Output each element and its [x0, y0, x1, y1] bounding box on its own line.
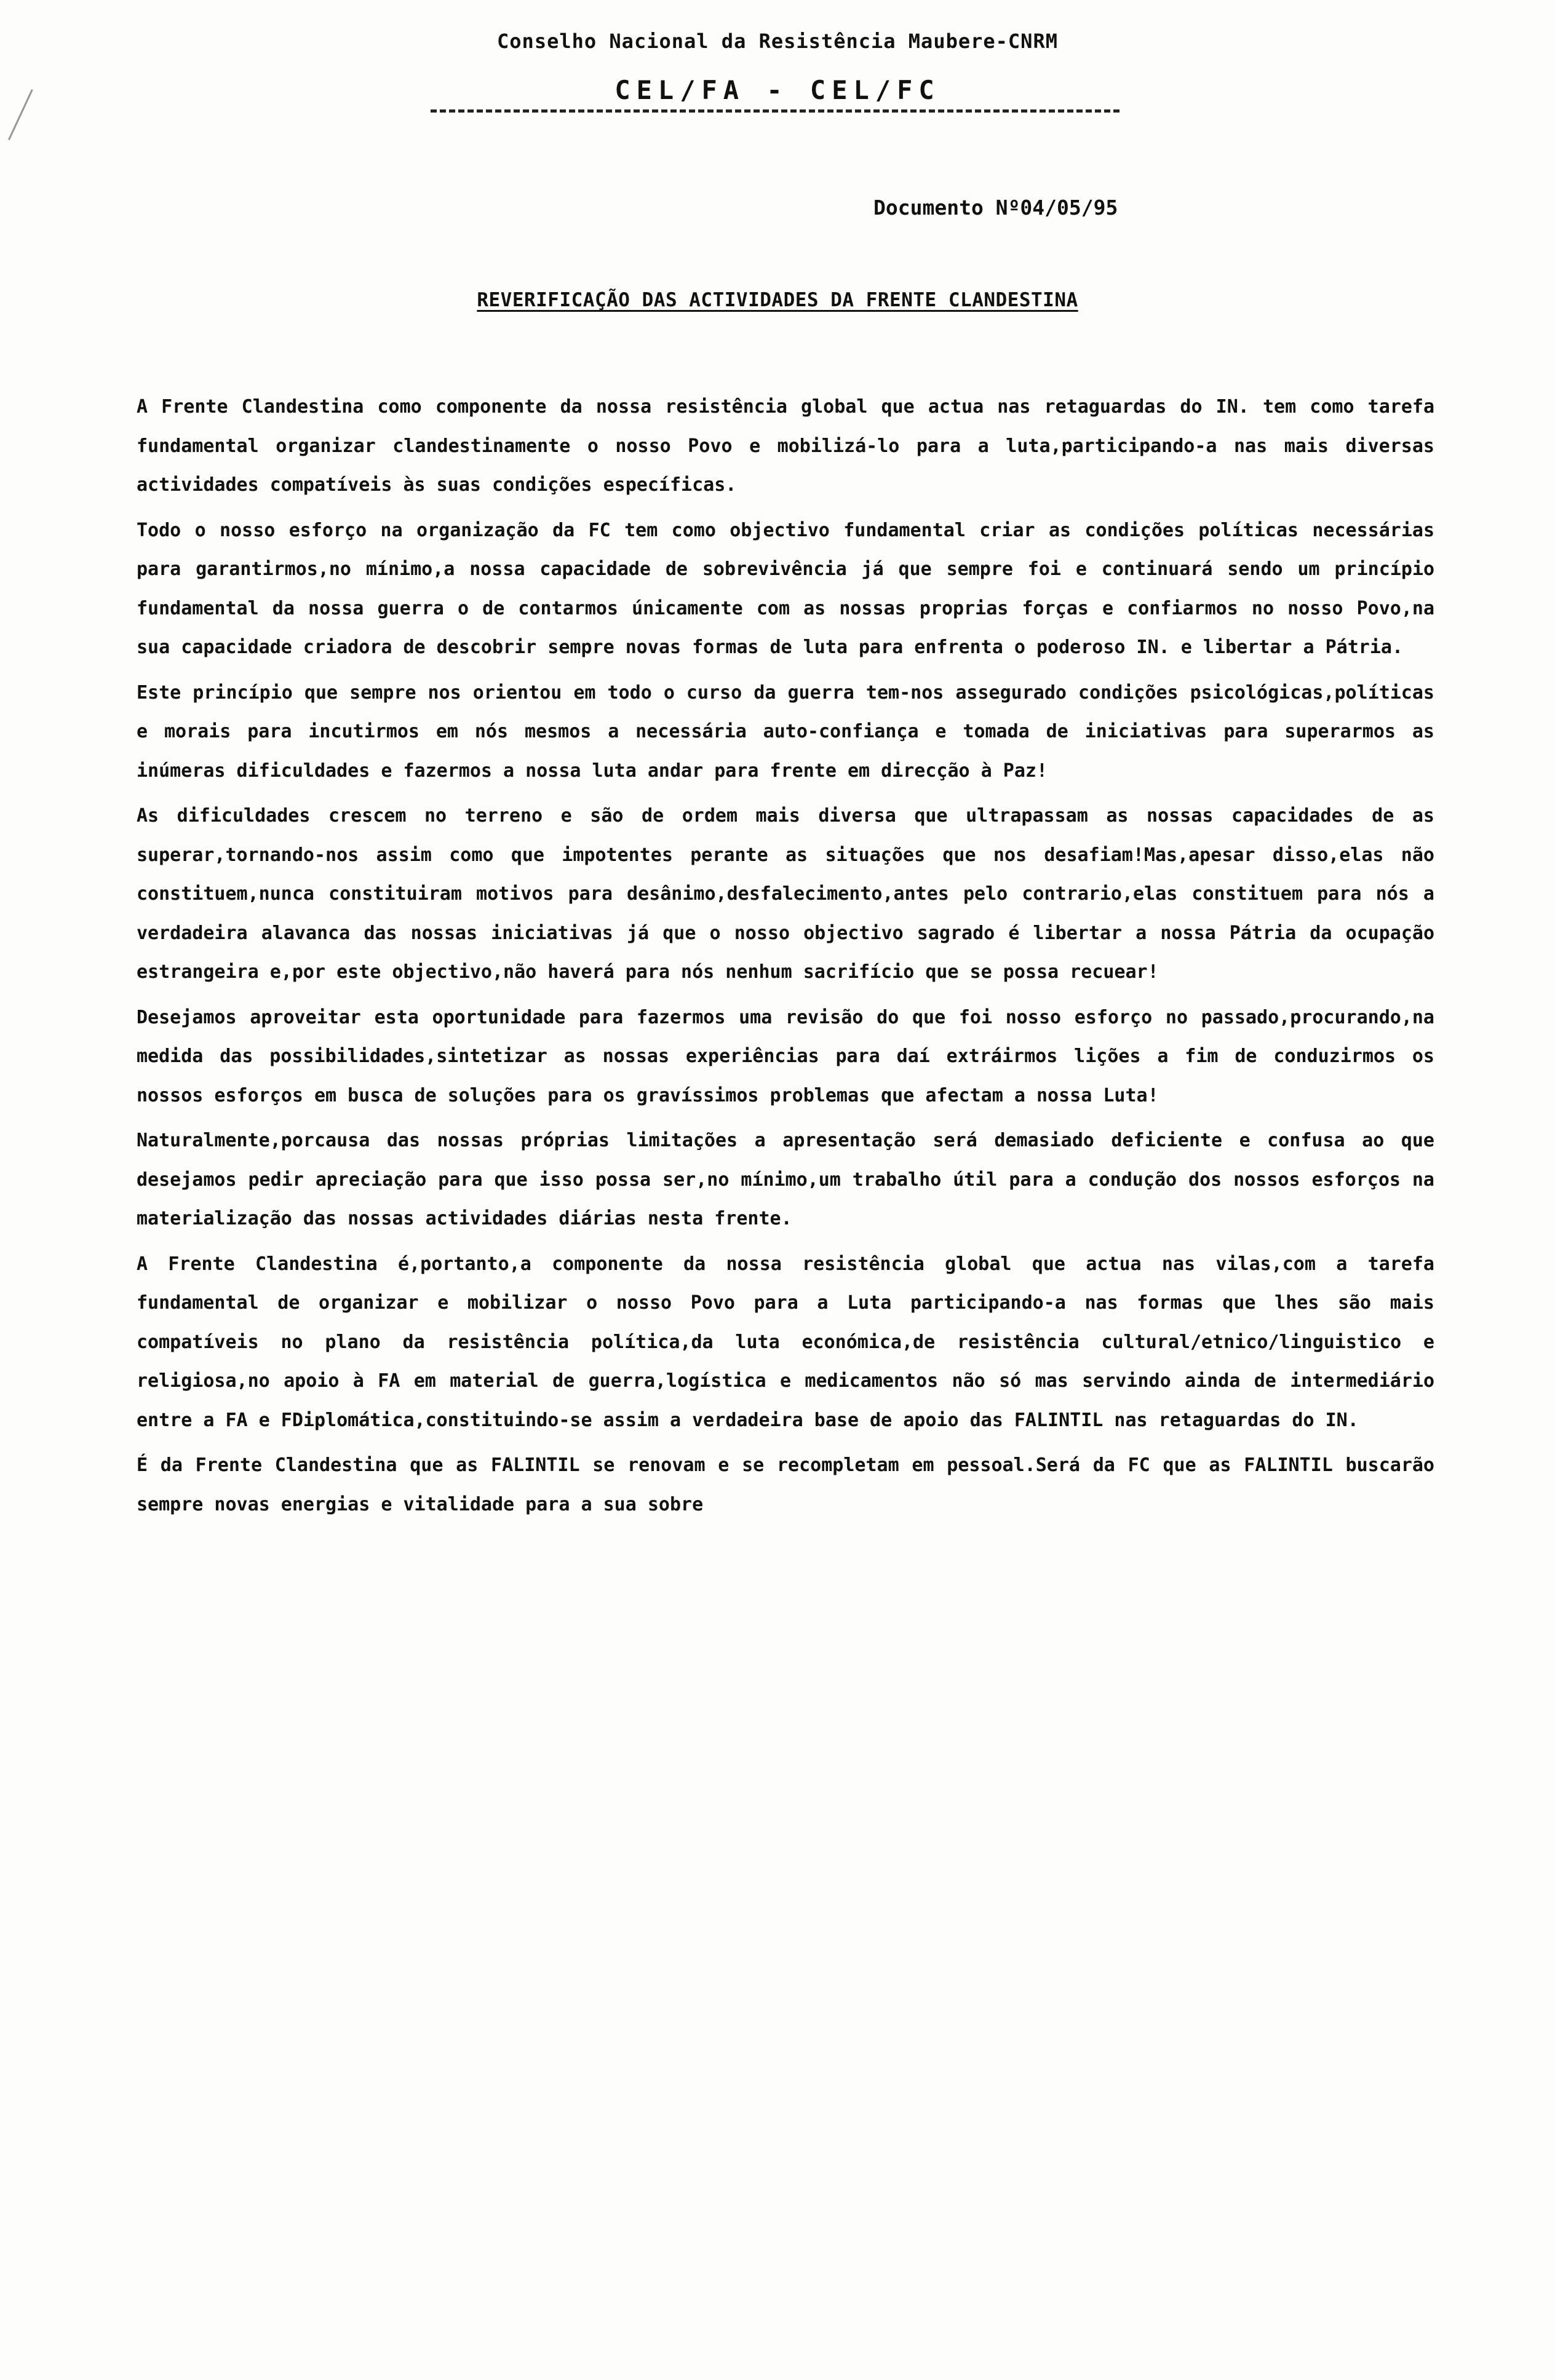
department-code: CEL/FA - CEL/FC — [614, 75, 941, 105]
document-number: Documento Nº04/05/95 — [873, 196, 1118, 220]
document-title: REVERIFICAÇÃO DAS ACTIVIDADES DA FRENTE CLANDESTINA — [477, 289, 1078, 311]
paragraph: É da Frente Clandestina que as FALINTIL se renovam e se recompletam em pessoal.Será da FC que as FALINTIL buscarão sempre novas energias e vitalidade para a sua sobre — [137, 1454, 1434, 1515]
paragraph: As dificuldades crescem no terreno e são de ordem mais diversa que ultrapassam as nossas capacidades de as superar,tornando-nos assim como que impotentes perante as situações que nos desafiam!Mas,apesar disso,elas não constituem,nunca constituiram motivos para desânimo,desfalecimento,antes pelo contrario,elas constituem para nós a verdadeira alavanca das nossas iniciativas já que o nosso objectivo sagrado é libertar a nossa Pátria da ocupação estrangeira e,por este objectivo,não haverá para nós nenhum sacrifício que se possa recuear! — [137, 805, 1434, 983]
header-divider — [431, 109, 1120, 113]
paragraph: Todo o nosso esforço na organização da FC tem como objectivo fundamental criar as condições políticas necessárias para garantirmos,no mínimo,a nossa capacidade de sobrevivência já que sempre foi e continuará sendo um princípio fundamental da nossa guerra o de contarmos únicamente com as nossas proprias forças e confiarmos no nosso Povo,na sua capacidade criadora de descobrir sempre novas formas de luta para enfrenta o poderoso IN. e libertar a Pátria. — [137, 519, 1434, 658]
organization-header: Conselho Nacional da Resistência Maubere-CNRM — [497, 30, 1058, 53]
paragraph: A Frente Clandestina como componente da nossa resistência global que actua nas retaguardas do IN. tem como tarefa fundamental organizar clandestinamente o nosso Povo e mobilizá-lo para a luta,participando-a nas mais diversas actividades compatíveis às suas condições específicas. — [137, 396, 1434, 496]
paragraph: Naturalmente,porcausa das nossas próprias limitações a apresentação será demasiado deficiente e confusa ao que desejamos pedir apreciação para que isso possa ser,no mínimo,um trabalho útil para a condução dos nossos esforços na materialização das nossas actividades diárias nesta frente. — [137, 1130, 1434, 1229]
paragraph: Este princípio que sempre nos orientou em todo o curso da guerra tem-nos assegurado condições psicológicas,políticas e morais para incutirmos em nós mesmos a necessária auto-confiança e tomada de iniciativas para superarmos as inúmeras dificuldades e fazermos a nossa luta andar para frente em direcção à Paz! — [137, 681, 1434, 782]
paragraph: A Frente Clandestina é,portanto,a componente da nossa resistência global que actua nas vilas,com a tarefa fundamental de organizar e mobilizar o nosso Povo para a Luta participando-a nas formas que lhes são mais compatíveis no plano da resistência política,da luta económica,de resistência cultural/etnico/linguistico e religiosa,no apoio à FA em material de guerra,logística e medicamentos não só mas servindo ainda de intermediário entre a FA e FDiplomática,constituindo-se assim a verdadeira base de apoio das FALINTIL nas retaguardas do IN. — [137, 1253, 1434, 1431]
paragraph: Desejamos aproveitar esta oportunidade para fazermos uma revisão do que foi nosso esforço no passado,procurando,na medida das possibilidades,sintetizar as nossas experiências para daí extráirmos lições a fim de conduzirmos os nossos esforços em busca de soluções para os gravíssimos problemas que afectam a nossa Luta! — [137, 1006, 1434, 1106]
document-body — [137, 387, 1434, 1530]
